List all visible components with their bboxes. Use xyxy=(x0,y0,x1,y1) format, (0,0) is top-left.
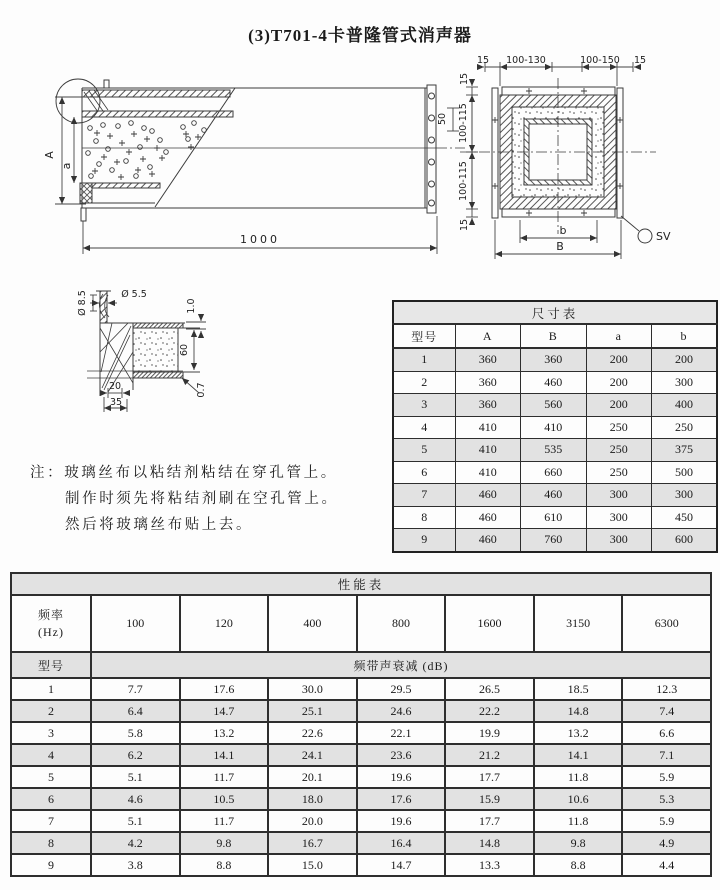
table-cell: 14.8 xyxy=(445,832,534,854)
table-cell: 24.6 xyxy=(357,700,446,722)
table-cell: 460 xyxy=(521,484,587,507)
table-cell: 11.7 xyxy=(180,766,269,788)
table-cell: 460 xyxy=(521,371,587,394)
table-cell: 16.7 xyxy=(268,832,357,854)
table-cell: 535 xyxy=(521,439,587,462)
table-cell: 11.8 xyxy=(534,766,623,788)
table-cell: 1 xyxy=(11,678,91,700)
dim-label-length: 1000 xyxy=(240,233,280,246)
table-cell: 3 xyxy=(11,722,91,744)
flange xyxy=(425,85,436,213)
table-cell: 5 xyxy=(393,439,455,462)
table-cell: 7.1 xyxy=(622,744,711,766)
perforated-pipe-hatch xyxy=(82,111,233,117)
perf-table-title-row xyxy=(11,573,711,595)
table-cell: 5.1 xyxy=(91,810,180,832)
size-table-title: 尺寸表 xyxy=(393,301,717,324)
size-table-title-row xyxy=(393,301,717,324)
table-cell: 9.8 xyxy=(534,832,623,854)
table-cell: 20.0 xyxy=(268,810,357,832)
size-table-row xyxy=(393,371,717,394)
table-cell: 26.5 xyxy=(445,678,534,700)
freq-value: 100 xyxy=(91,595,180,652)
table-cell: 14.1 xyxy=(534,744,623,766)
table-cell: 12.3 xyxy=(622,678,711,700)
table-cell: 410 xyxy=(455,439,521,462)
table-cell: 4 xyxy=(393,416,455,439)
perf-table-row xyxy=(11,700,711,722)
table-cell: 17.7 xyxy=(445,810,534,832)
valve-label: SV xyxy=(656,230,671,243)
perf-table-title: 性能表 xyxy=(11,573,711,595)
table-cell: 5.8 xyxy=(91,722,180,744)
perf-table-row xyxy=(11,744,711,766)
table-cell: 5 xyxy=(11,766,91,788)
glass-wool-marks xyxy=(86,121,207,180)
freq-value: 1600 xyxy=(445,595,534,652)
break-line xyxy=(155,88,235,207)
table-cell: 14.1 xyxy=(180,744,269,766)
table-cell: 18.0 xyxy=(268,788,357,810)
top-flange-plate xyxy=(502,87,615,95)
dim-label-left-range1: 100-115 xyxy=(458,103,469,143)
freq-value: 3150 xyxy=(534,595,623,652)
table-cell: 10.5 xyxy=(180,788,269,810)
table-cell: 23.6 xyxy=(357,744,446,766)
table-cell: 9 xyxy=(393,529,455,552)
table-cell: 300 xyxy=(586,484,652,507)
table-cell: 4.2 xyxy=(91,832,180,854)
table-cell: 9 xyxy=(11,854,91,876)
table-cell: 300 xyxy=(586,506,652,529)
table-cell: 4.6 xyxy=(91,788,180,810)
bottom-tab xyxy=(81,208,86,221)
frequency-label: 频率 xyxy=(37,607,64,622)
table-cell: 6.6 xyxy=(622,722,711,744)
section-left-dimensions xyxy=(466,79,478,225)
size-table-row xyxy=(393,439,717,462)
inner-pipe-hatch xyxy=(92,183,160,188)
table-cell: 15.9 xyxy=(445,788,534,810)
dim-label-plate: 1.0 xyxy=(186,298,197,314)
attenuation-header: 频带声衰减 (dB) xyxy=(91,652,711,678)
table-cell: 375 xyxy=(652,439,718,462)
main-dimensions xyxy=(55,97,459,254)
table-cell: 200 xyxy=(586,348,652,371)
table-cell: 5.9 xyxy=(622,766,711,788)
dim-label-b: b xyxy=(559,224,567,237)
dim-label-cloth: 0.7 xyxy=(196,382,207,398)
size-table-row xyxy=(393,484,717,507)
table-cell: 8.8 xyxy=(534,854,623,876)
table-cell: 410 xyxy=(521,416,587,439)
table-cell: 14.8 xyxy=(534,700,623,722)
frequency-unit: (Hz) xyxy=(38,624,64,639)
table-cell: 24.1 xyxy=(268,744,357,766)
table-cell: 7.4 xyxy=(622,700,711,722)
cross-section-drawing xyxy=(458,55,671,259)
left-flange-bar xyxy=(492,88,498,218)
table-cell: 13.3 xyxy=(445,854,534,876)
table-cell: 360 xyxy=(455,371,521,394)
table-cell: 360 xyxy=(455,394,521,417)
table-cell: 22.2 xyxy=(445,700,534,722)
dim-label-left-15b: 15 xyxy=(459,218,470,232)
table-cell: 410 xyxy=(455,416,521,439)
table-cell: 11.8 xyxy=(534,810,623,832)
table-cell: 7 xyxy=(393,484,455,507)
table-cell: 22.6 xyxy=(268,722,357,744)
column-header-model: 型号 xyxy=(393,324,455,348)
table-cell: 19.6 xyxy=(357,810,446,832)
dim-label-w2: 35 xyxy=(109,397,123,408)
perf-table-row xyxy=(11,854,711,876)
perf-table-frequency-row xyxy=(11,595,711,652)
main-drawing xyxy=(43,79,468,254)
table-cell: 30.0 xyxy=(268,678,357,700)
page-title: (3)T701-4卡普隆管式消声器 xyxy=(248,26,472,45)
perforated-plate xyxy=(133,323,183,328)
table-cell: 14.7 xyxy=(357,854,446,876)
size-table xyxy=(392,300,718,553)
dim-label-A: A xyxy=(43,151,56,159)
table-cell: 8.8 xyxy=(180,854,269,876)
table-cell: 14.7 xyxy=(180,700,269,722)
table-cell: 610 xyxy=(521,506,587,529)
table-cell: 22.1 xyxy=(357,722,446,744)
corner-detail-drawing xyxy=(77,289,207,412)
perf-table-model-row xyxy=(11,652,711,678)
frequency-header xyxy=(11,595,91,652)
table-cell: 600 xyxy=(652,529,718,552)
table-cell: 11.7 xyxy=(180,810,269,832)
size-table-row xyxy=(393,506,717,529)
table-cell: 250 xyxy=(586,439,652,462)
table-cell: 8 xyxy=(393,506,455,529)
right-flange-bar xyxy=(617,88,623,218)
dim-label-hole: Ø 5.5 xyxy=(121,289,147,300)
notes-block xyxy=(30,460,339,538)
size-table-row xyxy=(393,348,717,371)
table-cell: 20.1 xyxy=(268,766,357,788)
table-cell: 17.6 xyxy=(357,788,446,810)
dim-label-left-15t: 15 xyxy=(459,72,470,86)
column-header-B: B xyxy=(521,324,587,348)
table-cell: 2 xyxy=(393,371,455,394)
table-cell: 560 xyxy=(521,394,587,417)
table-cell: 15.0 xyxy=(268,854,357,876)
table-cell: 13.2 xyxy=(534,722,623,744)
table-cell: 9.8 xyxy=(180,832,269,854)
dim-label-B: B xyxy=(556,240,564,253)
table-cell: 21.2 xyxy=(445,744,534,766)
freq-value: 400 xyxy=(268,595,357,652)
table-cell: 410 xyxy=(455,461,521,484)
table-cell: 2 xyxy=(11,700,91,722)
table-cell: 200 xyxy=(586,371,652,394)
table-cell: 300 xyxy=(652,484,718,507)
table-cell: 5.9 xyxy=(622,810,711,832)
table-cell: 19.6 xyxy=(357,766,446,788)
freq-value: 6300 xyxy=(622,595,711,652)
table-cell: 13.2 xyxy=(180,722,269,744)
shell-wall xyxy=(100,291,107,323)
cloth-strip xyxy=(133,372,183,378)
table-cell: 8 xyxy=(11,832,91,854)
size-table-row xyxy=(393,461,717,484)
wool-block xyxy=(133,328,178,372)
table-cell: 3 xyxy=(393,394,455,417)
dim-label-w1: 20 xyxy=(108,381,122,392)
performance-table xyxy=(10,572,712,877)
table-cell: 400 xyxy=(652,394,718,417)
table-cell: 6.4 xyxy=(91,700,180,722)
table-cell: 460 xyxy=(455,529,521,552)
table-cell: 19.9 xyxy=(445,722,534,744)
table-cell: 7 xyxy=(11,810,91,832)
dim-label-bolt-pitch: 50 xyxy=(437,112,448,126)
table-cell: 500 xyxy=(652,461,718,484)
size-table-row xyxy=(393,394,717,417)
table-cell: 4.4 xyxy=(622,854,711,876)
dim-label-top-range2: 100-150 xyxy=(580,55,620,66)
table-cell: 17.7 xyxy=(445,766,534,788)
note-line-2: 制作时须先将粘结剂刷在空孔管上。 xyxy=(65,491,339,507)
table-cell: 250 xyxy=(652,416,718,439)
table-cell: 6 xyxy=(11,788,91,810)
perf-table-row xyxy=(11,788,711,810)
size-table-header-row xyxy=(393,324,717,348)
outer-shell-hatch xyxy=(82,90,230,97)
dim-label-top-15r: 15 xyxy=(633,55,647,66)
perf-table-row xyxy=(11,766,711,788)
table-cell: 660 xyxy=(521,461,587,484)
table-cell: 10.6 xyxy=(534,788,623,810)
freq-value: 800 xyxy=(357,595,446,652)
column-header-A: A xyxy=(455,324,521,348)
column-header-a: a xyxy=(586,324,652,348)
corner-packing xyxy=(80,183,92,203)
dim-label-a: a xyxy=(60,162,73,170)
dim-label-hole-outer: Ø 8.5 xyxy=(77,290,88,316)
table-cell: 200 xyxy=(652,348,718,371)
table-cell: 360 xyxy=(521,348,587,371)
table-cell: 6 xyxy=(393,461,455,484)
perf-table-row xyxy=(11,678,711,700)
table-cell: 760 xyxy=(521,529,587,552)
dim-label-top-15l: 15 xyxy=(476,55,490,66)
table-cell: 1 xyxy=(393,348,455,371)
model-header: 型号 xyxy=(11,652,91,678)
table-cell: 29.5 xyxy=(357,678,446,700)
table-cell: 16.4 xyxy=(357,832,446,854)
table-cell: 360 xyxy=(455,348,521,371)
table-cell: 18.5 xyxy=(534,678,623,700)
dim-label-left-range2: 100-115 xyxy=(458,161,469,201)
table-cell: 4 xyxy=(11,744,91,766)
shell-end-tab xyxy=(104,80,109,88)
bottom-flange-plate xyxy=(502,209,615,217)
note-line-1: 注：玻璃丝布以粘结剂粘结在穿孔管上。 xyxy=(30,465,338,481)
table-cell: 300 xyxy=(652,371,718,394)
table-cell: 5.1 xyxy=(91,766,180,788)
dim-label-depth: 60 xyxy=(179,343,190,357)
table-cell: 4.9 xyxy=(622,832,711,854)
size-table-row xyxy=(393,416,717,439)
column-header-b: b xyxy=(652,324,718,348)
perf-table-row xyxy=(11,722,711,744)
dim-label-top-range1: 100-130 xyxy=(506,55,546,66)
table-cell: 250 xyxy=(586,416,652,439)
sv-valve-symbol xyxy=(621,216,652,243)
perf-table-row xyxy=(11,832,711,854)
size-table-row xyxy=(393,529,717,552)
table-cell: 6.2 xyxy=(91,744,180,766)
table-cell: 3.8 xyxy=(91,854,180,876)
table-cell: 250 xyxy=(586,461,652,484)
freq-value: 120 xyxy=(180,595,269,652)
table-cell: 460 xyxy=(455,506,521,529)
table-cell: 200 xyxy=(586,394,652,417)
note-line-3: 然后将玻璃丝布贴上去。 xyxy=(65,517,254,533)
table-cell: 460 xyxy=(455,484,521,507)
table-cell: 17.6 xyxy=(180,678,269,700)
table-cell: 450 xyxy=(652,506,718,529)
table-cell: 25.1 xyxy=(268,700,357,722)
perf-table-row xyxy=(11,810,711,832)
table-cell: 300 xyxy=(586,529,652,552)
table-cell: 5.3 xyxy=(622,788,711,810)
table-cell: 7.7 xyxy=(91,678,180,700)
